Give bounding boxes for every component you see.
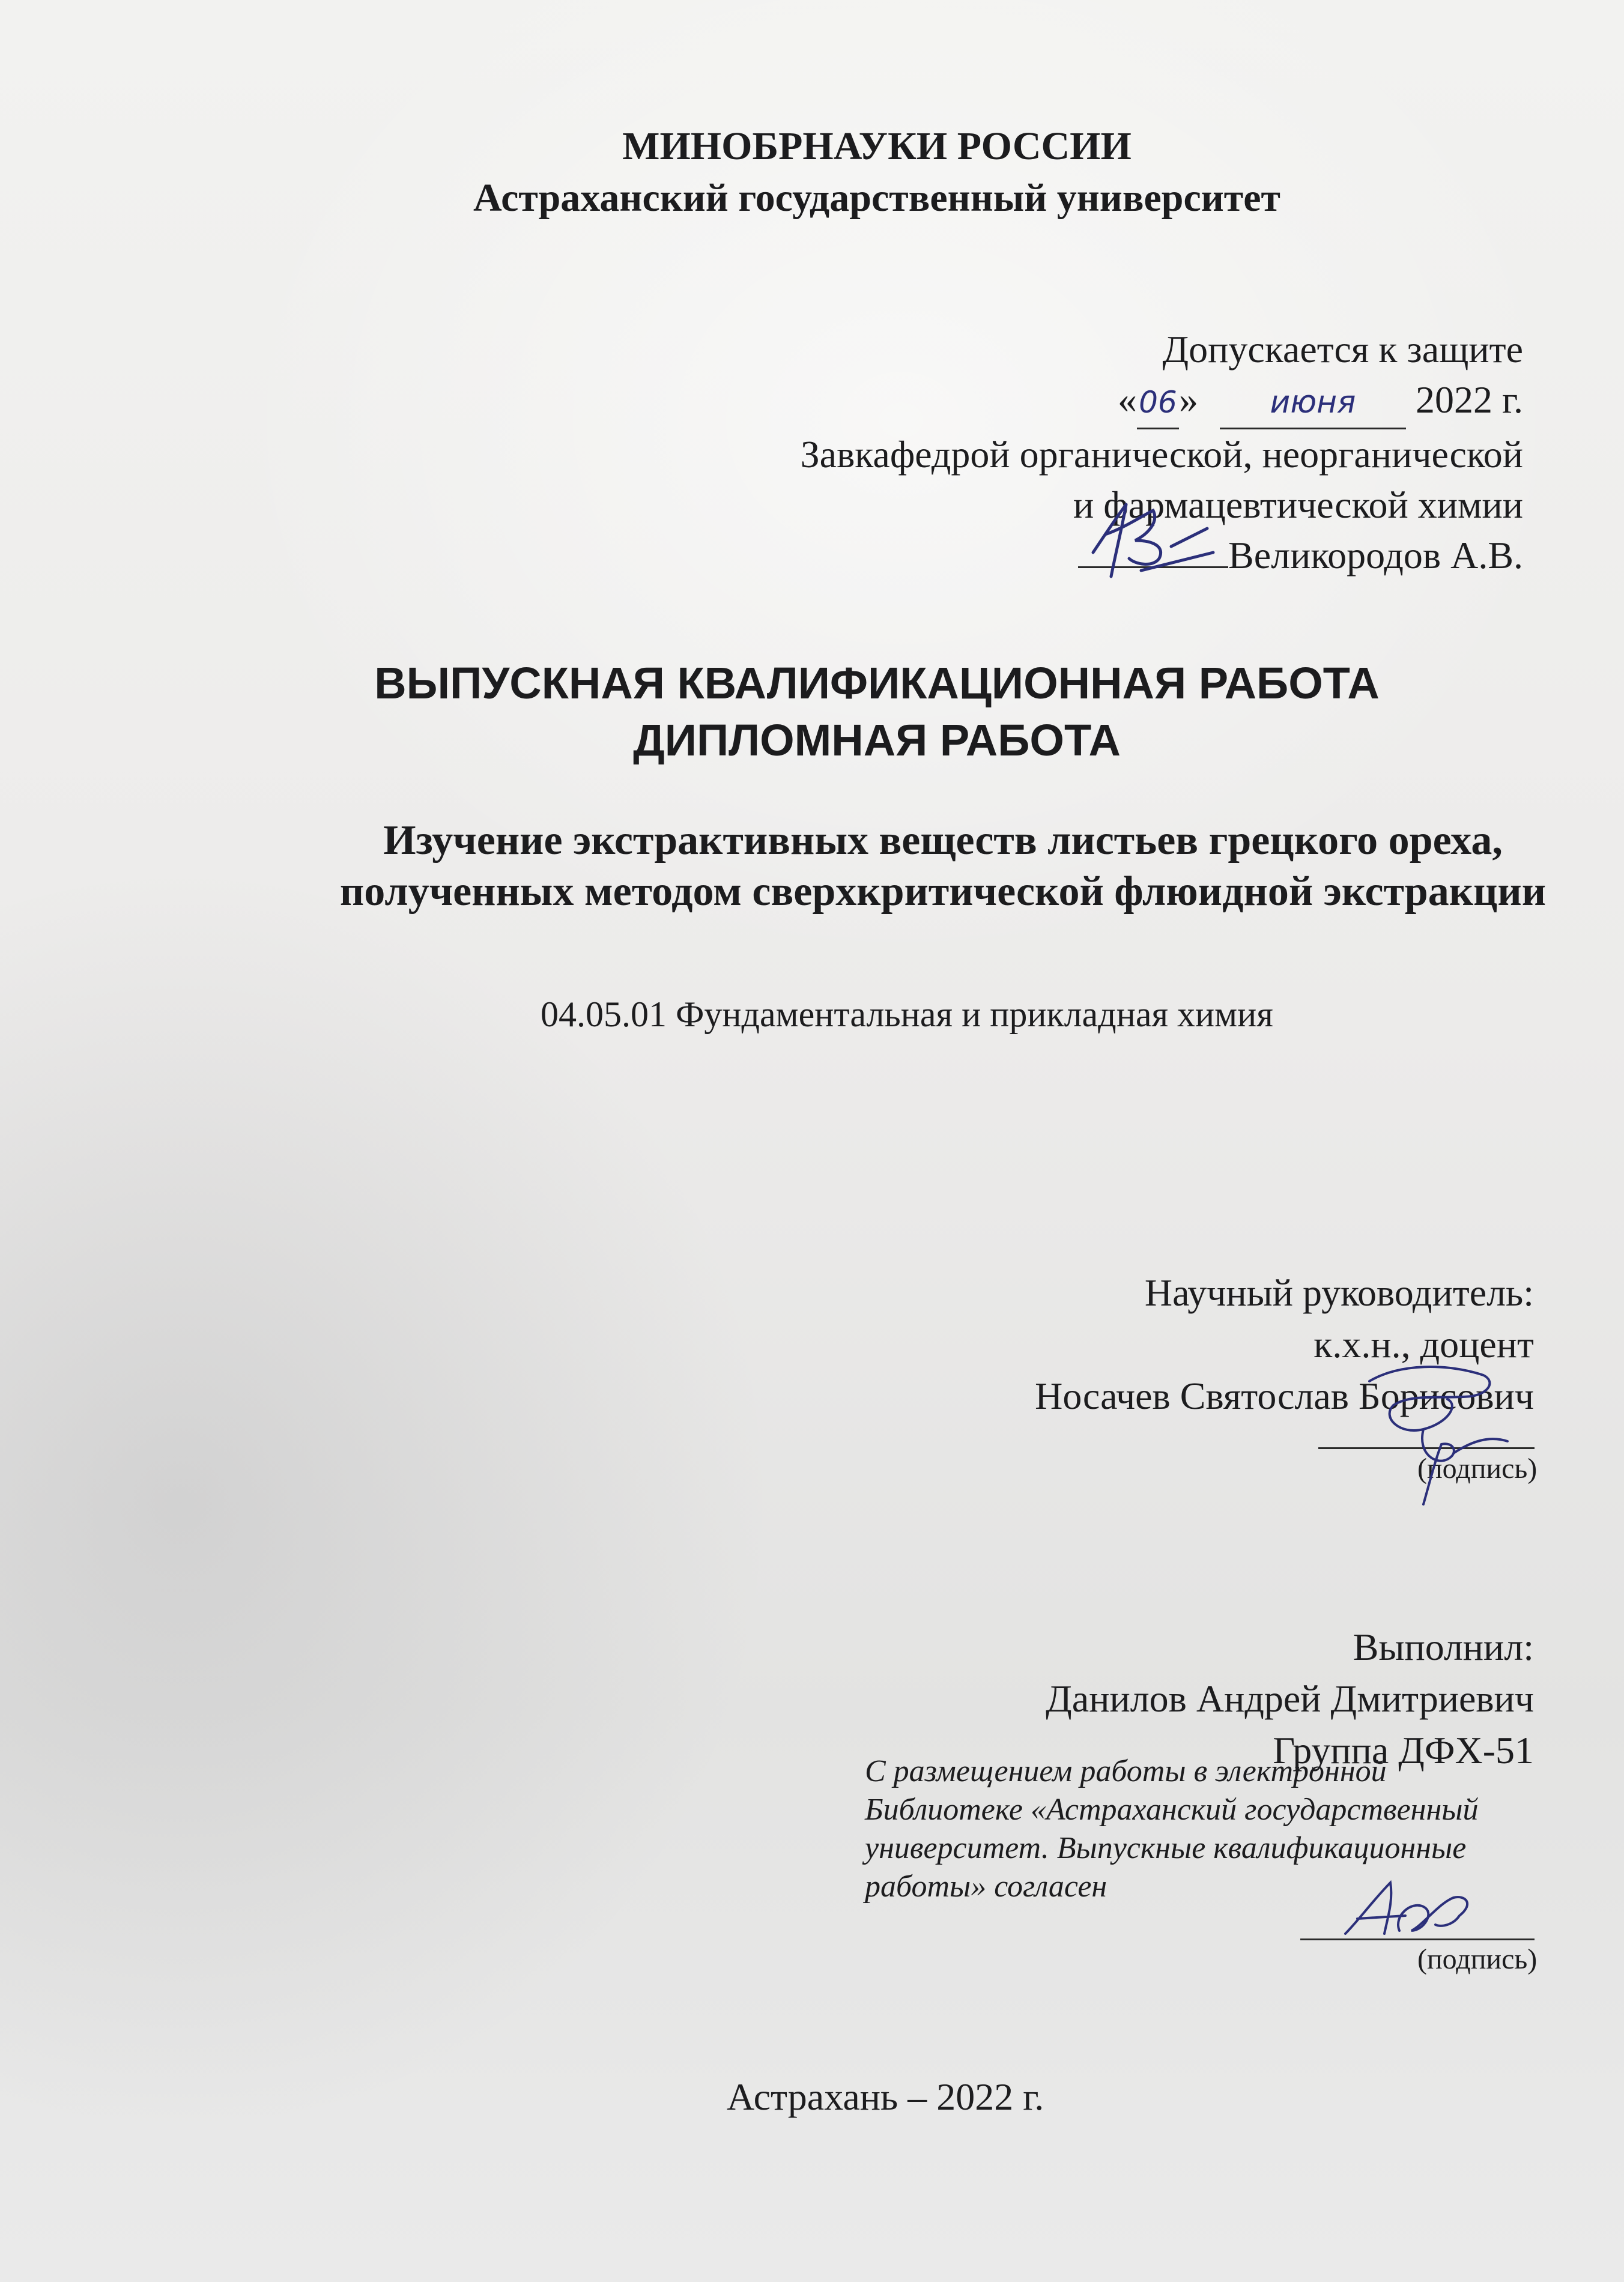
supervisor-degree: к.х.н., доцент (1313, 1323, 1534, 1366)
topic-line2: полученных методом сверхкритической флюидной экстракции (339, 868, 1547, 915)
author-group: Группа ДФХ-51 (1273, 1729, 1534, 1772)
supervisor-name: Носачев Святослав Борисович (1035, 1375, 1534, 1417)
specialty: 04.05.01 Фундаментальная и прикладная химия (541, 994, 1273, 1034)
consent-line3: университет. Выпускные квалификационные (865, 1831, 1467, 1865)
university-heading: Астраханский государственный университет (473, 176, 1280, 220)
city-year: Астрахань – 2022 г. (727, 2075, 1044, 2118)
supervisor-signature-caption: (подпись) (1417, 1453, 1538, 1485)
topic-line1: Изучение экстрактивных веществ листьев грецкого ореха, (383, 817, 1503, 864)
approval-admitted-text: Допускается к защите (1162, 328, 1523, 371)
author-name: Данилов Андрей Дмитриевич (1046, 1677, 1534, 1720)
date-day-handwritten: 06 (1137, 377, 1179, 429)
approval-date-line (801, 375, 1523, 429)
approval-head-name: Великородов А.В. (1228, 534, 1523, 577)
consent-line4: работы» согласен (865, 1869, 1107, 1904)
author-signature-caption: (подпись) (1417, 1943, 1538, 1975)
author-label: Выполнил: (1353, 1626, 1534, 1668)
ministry-heading: МИНОБРНАУКИ РОССИИ (622, 124, 1132, 168)
author-signature-image (1333, 1868, 1489, 1946)
supervisor-label: Научный руководитель: (1144, 1271, 1534, 1314)
date-year: 2022 г. (1415, 378, 1523, 421)
date-open-quote: « (1117, 378, 1137, 421)
head-signature-image (1069, 480, 1249, 589)
supervisor-signature-image (1351, 1339, 1532, 1519)
consent-line2: Библиотеке «Астраханский государственный (865, 1793, 1479, 1827)
date-month-handwritten: июня (1220, 377, 1406, 429)
consent-line1: С размещением работы в электронной (865, 1754, 1387, 1788)
work-subtype-heading: ДИПЛОМНАЯ РАБОТА (633, 715, 1121, 765)
approval-position-line1: Завкафедрой органической, неорганической (800, 433, 1523, 476)
approval-position-line2: и фармацевтической химии (1073, 483, 1523, 526)
date-close-quote: » (1178, 378, 1198, 421)
work-type-heading: ВЫПУСКНАЯ КВАЛИФИКАЦИОННАЯ РАБОТА (374, 658, 1380, 708)
